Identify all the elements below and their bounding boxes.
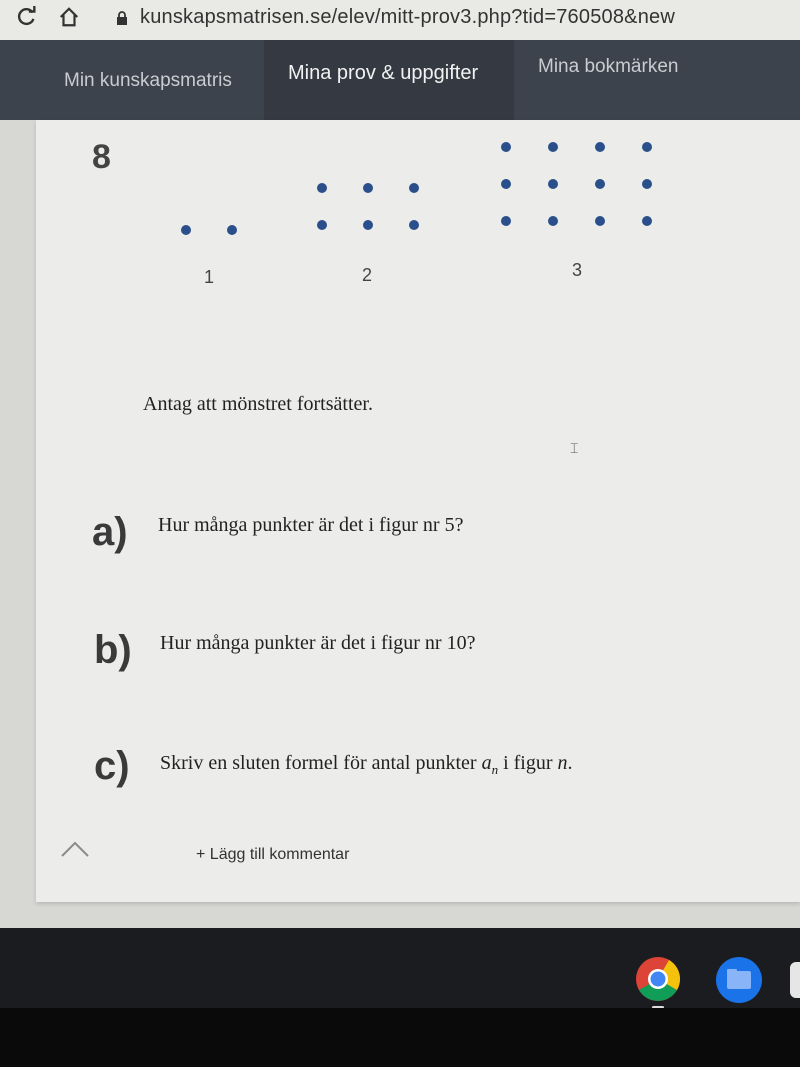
figure-3-dot xyxy=(501,142,511,152)
figure-3-dot xyxy=(595,142,605,152)
address-bar-url[interactable]: kunskapsmatrisen.se/elev/mitt-prov3.php?tid=760508&new xyxy=(140,6,675,28)
screen-bezel xyxy=(0,1008,800,1067)
part-b-text: Hur många punkter är det i figur nr 10? xyxy=(160,632,476,654)
figure-2-dot xyxy=(363,220,373,230)
part-a-text: Hur många punkter är det i figur nr 5? xyxy=(158,514,464,536)
figure-label-1: 1 xyxy=(204,267,215,287)
part-c-var: a xyxy=(481,752,492,774)
part-c-text xyxy=(160,752,573,779)
chrome-icon[interactable] xyxy=(634,955,682,1003)
partial-app-icon[interactable] xyxy=(790,962,800,998)
files-app-icon[interactable] xyxy=(715,956,763,1004)
figure-2-dot xyxy=(409,183,419,193)
figure-2-dot xyxy=(409,220,419,230)
part-c-end: . xyxy=(567,752,573,774)
figure-3-dot xyxy=(595,179,605,189)
figure-2-dot xyxy=(317,183,327,193)
figure-2-dots xyxy=(317,183,419,230)
figure-3-dot xyxy=(642,179,652,189)
figure-3-dot xyxy=(548,142,558,152)
part-a-letter: a) xyxy=(92,510,128,554)
figure-2-dot xyxy=(317,220,327,230)
collapse-chevron-icon[interactable] xyxy=(60,838,90,858)
figure-3-dot xyxy=(548,179,558,189)
add-comment-link[interactable]: + Lägg till kommentar xyxy=(196,846,350,863)
figure-2-dot xyxy=(363,183,373,193)
figure-3-dot xyxy=(501,179,511,189)
part-c-text-after: i figur xyxy=(498,752,558,774)
figure-1-dot xyxy=(181,225,191,235)
figure-label-2: 2 xyxy=(362,265,373,285)
figure-3-dot xyxy=(548,216,558,226)
figure-1-dot xyxy=(227,225,237,235)
part-c-n: n xyxy=(557,752,568,774)
part-c-letter: c) xyxy=(94,744,130,788)
figure-3-dot xyxy=(501,216,511,226)
tab-mina-prov-label: Mina prov & uppgifter xyxy=(288,62,479,84)
part-b-letter: b) xyxy=(94,628,132,672)
figure-label-3: 3 xyxy=(572,260,583,280)
figure-3-dots xyxy=(501,142,652,226)
part-c-text-before: Skriv en sluten formel för antal punkter xyxy=(160,752,482,774)
tab-min-kunskapsmatris[interactable]: Min kunskapsmatris xyxy=(64,70,232,91)
mouse-cursor-icon: ⌶ xyxy=(570,440,579,456)
figure-3-dot xyxy=(642,216,652,226)
question-intro: Antag att mönstret fortsätter. xyxy=(143,393,373,415)
figure-3-dot xyxy=(595,216,605,226)
figure-1-dots xyxy=(181,225,237,235)
figure-3-dot xyxy=(642,142,652,152)
question-number: 8 xyxy=(92,138,111,176)
part-c-sub: n xyxy=(491,762,499,777)
tab-mina-bokmarken[interactable]: Mina bokmärken xyxy=(538,56,679,77)
